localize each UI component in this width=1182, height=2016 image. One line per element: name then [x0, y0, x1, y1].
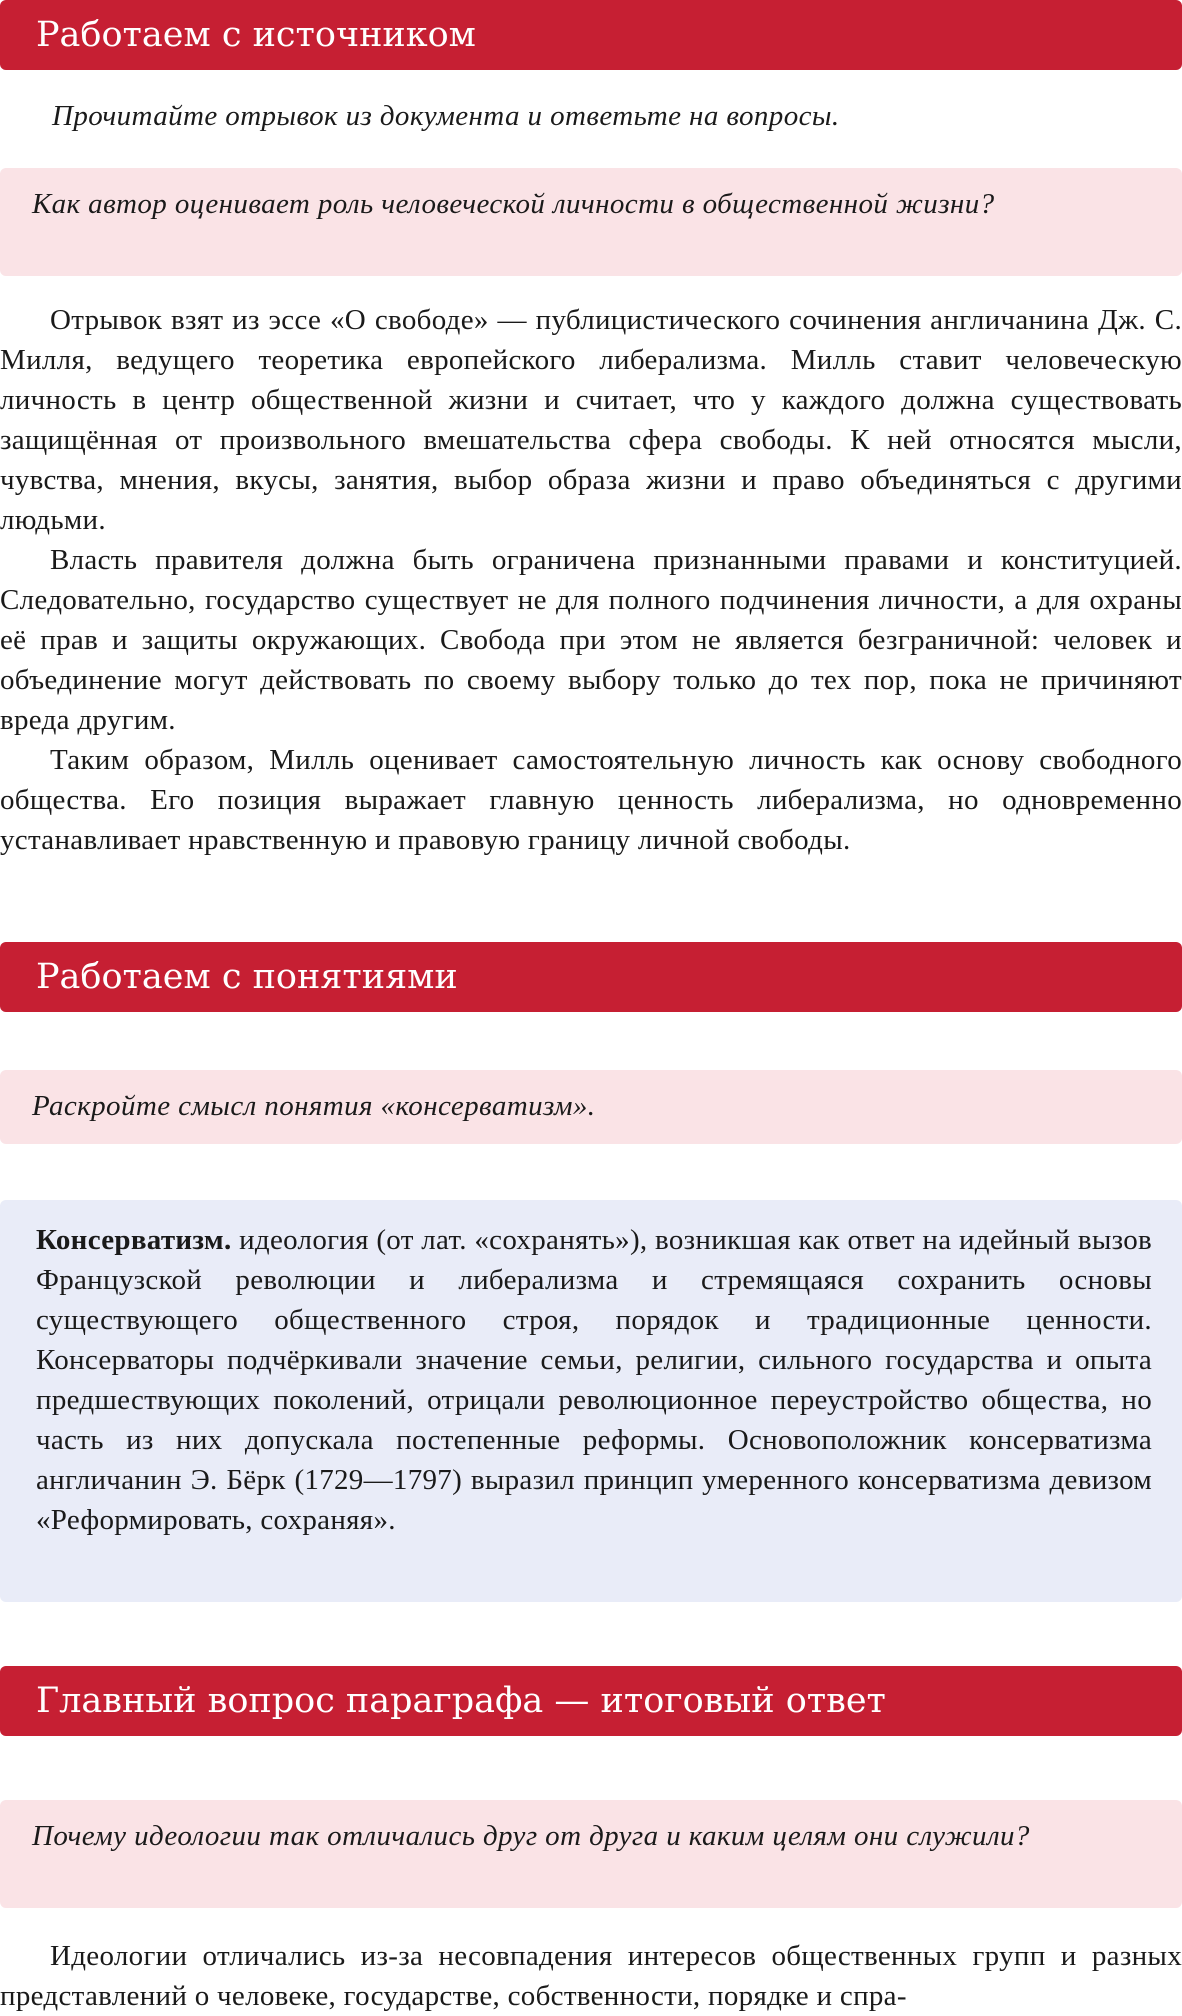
source-question: Как автор оценивает роль человеческой личности в общественной жизни?: [32, 188, 995, 220]
concepts-question-box: [0, 1070, 1182, 1144]
main-answer: [0, 1936, 1182, 2016]
main-question-box: [0, 1800, 1182, 1908]
source-paragraph-1: Отрывок взят из эссе «О свободе» — публицистического сочинения англичанина Дж. С. Милля, ведущего теоретика европейского либерализма. Милль ставит человеческую личность в центр общественной жизни и считает, что у каждого должна существовать защищённая от произвольного вмешательства сфера свободы. К ней относятся мысли, чувства, мнения, вкусы, занятия, выбор образа жизни и право объединяться с другими людьми.: [0, 304, 1182, 536]
concepts-question: Раскройте смысл понятия «консерватизм».: [32, 1090, 596, 1122]
definition-term: Консерватизм.: [36, 1224, 232, 1256]
section-header-concepts: Работаем с понятиями: [0, 942, 1182, 1012]
source-paragraph-3: Таким образом, Милль оценивает самостоятельную личность как основу свободного общества. Его позиция выражает главную ценность либерализма, но одновременно устанавливает нравственную и правовую границу личной свободы.: [0, 744, 1182, 856]
section-header-source: Работаем с источником: [0, 0, 1182, 70]
definition-box: [0, 1200, 1182, 1602]
definition-text: идеология (от лат. «сохранять»), возникшая как ответ на идейный вызов Французской революции и либерализма и стремящаяся сохранить основы существующего общественного строя, порядок и традиционные ценности. Консерваторы подчёркивали значение семьи, религии, сильного государства и опыта предшествующих поколений, отрицали революционное переустройство общества, но часть из них допускала постепенные реформы. Основоположник консерватизма англичанин Э. Бёрк (1729—1797) выразил принцип умеренного консерватизма девизом «Реформировать, сохраняя».: [36, 1224, 1152, 1536]
main-answer-paragraph: Идеологии отличались из-за несовпадения интересов общественных групп и разных представлений о человеке, государстве, собственности, порядке и спра-: [0, 1940, 1182, 2012]
source-question-box: [0, 168, 1182, 276]
source-paragraph-2: Власть правителя должна быть ограничена признанными правами и конституцией. Следовательно, государство существует не для полного подчинения личности, а для охраны её прав и защиты окружающих. Свобода при этом не является безграничной: человек и объединение могут действовать по своему выбору только до тех пор, пока не причиняют вреда другим.: [0, 544, 1182, 736]
source-answer: [0, 300, 1182, 860]
section-header-main-question: Главный вопрос параграфа — итоговый ответ: [0, 1666, 1182, 1736]
main-question: Почему идеологии так отличались друг от друга и каким целям они служили?: [32, 1820, 1030, 1852]
source-instruction: Прочитайте отрывок из документа и ответьте на вопросы.: [52, 100, 840, 132]
